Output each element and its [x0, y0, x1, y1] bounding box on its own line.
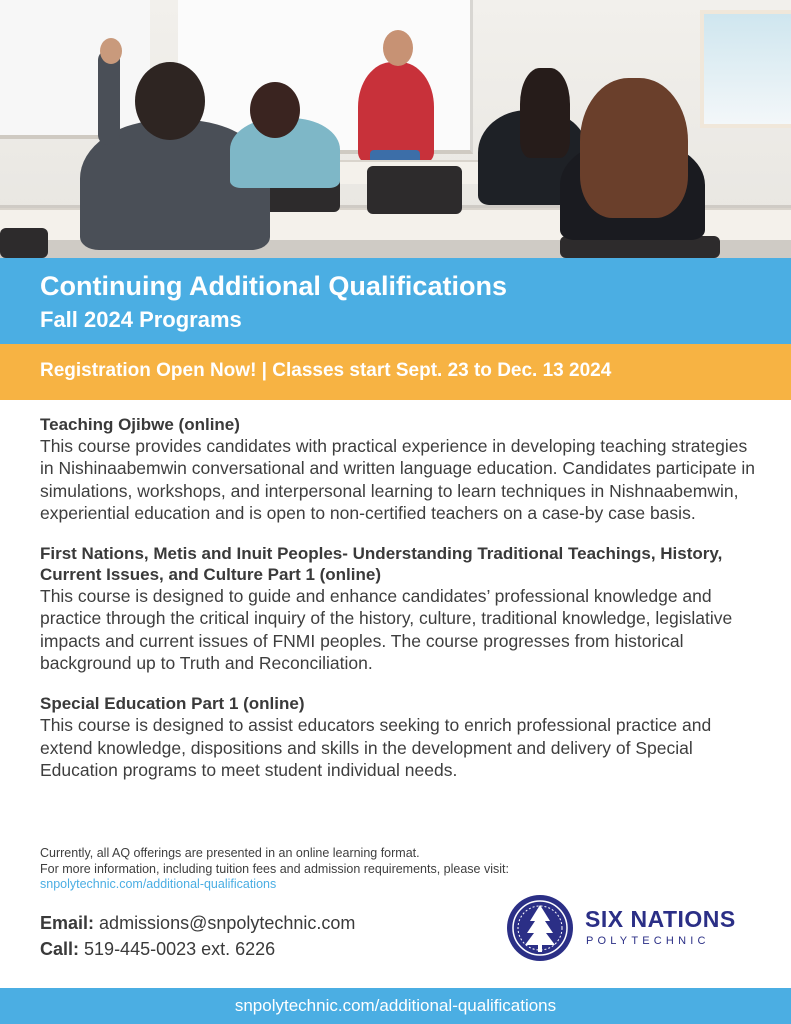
course-item	[40, 414, 760, 524]
logo-name: SIX NATIONS	[585, 906, 736, 932]
info-block	[40, 846, 680, 893]
course-item	[40, 543, 760, 674]
info-line: For more information, including tuition fees and admission requirements, please visit:	[40, 861, 509, 876]
title-band	[0, 258, 791, 344]
page-subtitle: Fall 2024 Programs	[40, 307, 242, 332]
course-title: Teaching Ojibwe (online)	[40, 415, 240, 434]
registration-text: Registration Open Now! | Classes start Sept. 23 to Dec. 13 2024	[40, 360, 612, 381]
email-row	[40, 910, 355, 936]
course-description: This course provides candidates with practical experience in developing teaching strategies in Nishinaabemwin conversational and written language education. Candidates participate in simulations, workshops, and interpersonal learning to learn techniques in Nishnaabemwin, experiential education and is open to non-certified teachers on a case-by case basis.	[40, 436, 756, 523]
page-title: Continuing Additional Qualifications	[40, 271, 507, 301]
logo-subname: POLYTECHNIC	[586, 935, 710, 947]
call-label: Call:	[40, 939, 80, 959]
course-title: Special Education Part 1 (online)	[40, 694, 305, 714]
course-title: First Nations, Metis and Inuit Peoples- Understanding Traditional Teachings, History, Current Issues, and Culture Part 1 (online)	[40, 544, 723, 585]
footer-url[interactable]: snpolytechnic.com/additional-qualifications	[234, 996, 557, 1015]
email-label: Email:	[40, 913, 95, 933]
tree-emblem-icon	[505, 893, 575, 963]
footer-band	[0, 988, 791, 1024]
contact-block	[40, 910, 355, 962]
six-nations-logo	[505, 893, 755, 967]
registration-band	[0, 344, 791, 400]
course-description: This course is designed to assist educators seeking to enrich professional practice and extend knowledge, dispositions and skills in the development and delivery of Special Education programs to meet student individual needs.	[40, 715, 712, 780]
course-description: This course is designed to guide and enhance candidates’ professional knowledge and practice through the critical inquiry of the history, culture, traditional knowledge, legislative impacts and current issues of FNMI peoples. The course progresses from historical background up to Truth and Reconciliation.	[40, 586, 733, 674]
phone-row	[40, 936, 355, 962]
phone-number[interactable]: 519-445-0023 ext. 6226	[84, 939, 276, 959]
classroom-photo	[0, 0, 791, 258]
course-list	[40, 414, 760, 800]
course-item	[40, 693, 760, 781]
email-address[interactable]: admissions@snpolytechnic.com	[99, 913, 356, 933]
info-link[interactable]: snpolytechnic.com/additional-qualifications	[40, 877, 277, 891]
info-line: Currently, all AQ offerings are presented in an online learning format.	[40, 846, 420, 860]
